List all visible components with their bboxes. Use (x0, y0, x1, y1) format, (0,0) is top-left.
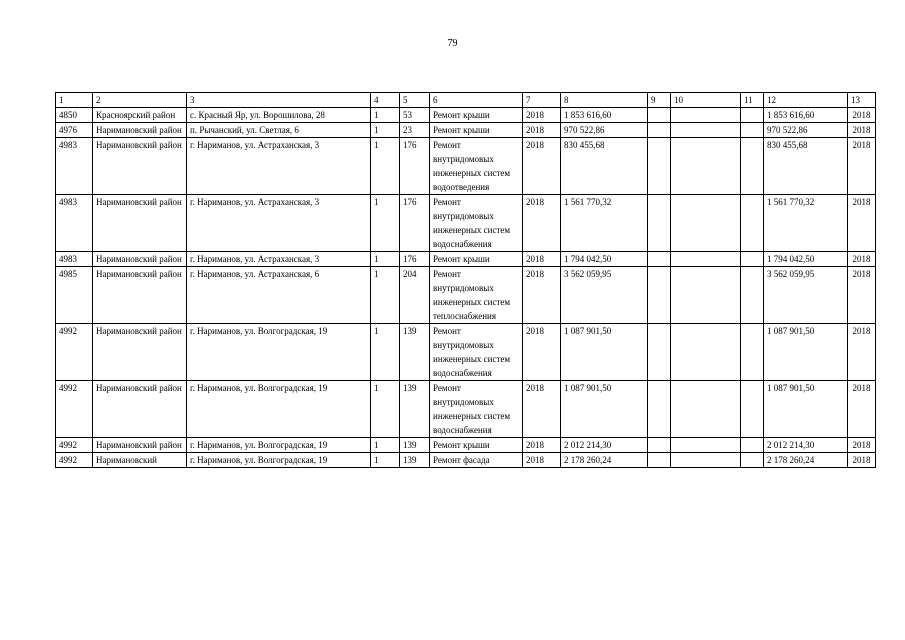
total-cost-cell: 1 561 770,32 (764, 195, 848, 252)
col-9-value-cell (648, 381, 671, 438)
cost-cell: 1 853 616,60 (561, 108, 648, 123)
col-9-value-cell (648, 123, 671, 138)
district-cell: Наримановский район (93, 138, 187, 195)
col-10-value-cell (671, 267, 741, 324)
column-number: 11 (741, 93, 764, 108)
col-5-value-cell: 139 (400, 381, 430, 438)
col-5-value-cell: 204 (400, 267, 430, 324)
work-type-cell: Ремонт фасада (430, 453, 523, 468)
col-5-value-cell: 176 (400, 138, 430, 195)
cost-cell: 1 794 042,50 (561, 252, 648, 267)
district-cell: Красноярский район (93, 108, 187, 123)
repair-registry-table (55, 92, 876, 468)
col-10-value-cell (671, 108, 741, 123)
table-row (56, 438, 876, 453)
completion-year-cell: 2018 (848, 324, 876, 381)
col-11-value-cell (741, 108, 764, 123)
column-number: 4 (371, 93, 400, 108)
cost-cell: 2 178 260,24 (561, 453, 648, 468)
cost-cell: 3 562 059,95 (561, 267, 648, 324)
col-9-value-cell (648, 195, 671, 252)
year-cell: 2018 (523, 267, 561, 324)
col-10-value-cell (671, 381, 741, 438)
year-cell: 2018 (523, 195, 561, 252)
cost-cell: 830 455,68 (561, 138, 648, 195)
table-row (56, 381, 876, 438)
work-type-cell: Ремонт крыши (430, 123, 523, 138)
col-11-value-cell (741, 453, 764, 468)
col-5-value-cell: 23 (400, 123, 430, 138)
col-4-value-cell: 1 (371, 195, 400, 252)
col-10-value-cell (671, 252, 741, 267)
column-number: 10 (671, 93, 741, 108)
total-cost-cell: 1 853 616,60 (764, 108, 848, 123)
record-id-cell: 4983 (56, 138, 93, 195)
col-11-value-cell (741, 123, 764, 138)
record-id-cell: 4983 (56, 252, 93, 267)
table-row (56, 138, 876, 195)
table-row (56, 123, 876, 138)
address-cell: с. Красный Яр, ул. Ворошилова, 28 (187, 108, 371, 123)
column-number: 7 (523, 93, 561, 108)
column-number: 2 (93, 93, 187, 108)
table-row (56, 252, 876, 267)
column-number: 3 (187, 93, 371, 108)
completion-year-cell: 2018 (848, 123, 876, 138)
district-cell: Наримановский район (93, 267, 187, 324)
cost-cell: 1 087 901,50 (561, 381, 648, 438)
col-9-value-cell (648, 324, 671, 381)
work-type-cell: Ремонт внутридомовых инженерных систем водоснабжения (430, 195, 523, 252)
page-number: 79 (447, 38, 458, 49)
column-number-row (56, 93, 876, 108)
total-cost-cell: 2 012 214,30 (764, 438, 848, 453)
col-9-value-cell (648, 453, 671, 468)
col-11-value-cell (741, 381, 764, 438)
address-cell: г. Нариманов, ул. Волгоградская, 19 (187, 324, 371, 381)
total-cost-cell: 2 178 260,24 (764, 453, 848, 468)
col-5-value-cell: 139 (400, 453, 430, 468)
col-10-value-cell (671, 195, 741, 252)
completion-year-cell: 2018 (848, 252, 876, 267)
col-11-value-cell (741, 195, 764, 252)
year-cell: 2018 (523, 438, 561, 453)
col-11-value-cell (741, 267, 764, 324)
col-4-value-cell: 1 (371, 438, 400, 453)
work-type-cell: Ремонт крыши (430, 252, 523, 267)
total-cost-cell: 1 794 042,50 (764, 252, 848, 267)
col-10-value-cell (671, 453, 741, 468)
col-5-value-cell: 139 (400, 438, 430, 453)
table-row (56, 453, 876, 468)
col-10-value-cell (671, 324, 741, 381)
address-cell: г. Нариманов, ул. Астраханская, 3 (187, 252, 371, 267)
address-cell: г. Нариманов, ул. Астраханская, 3 (187, 195, 371, 252)
column-number: 1 (56, 93, 93, 108)
year-cell: 2018 (523, 252, 561, 267)
column-number: 9 (648, 93, 671, 108)
year-cell: 2018 (523, 381, 561, 438)
year-cell: 2018 (523, 324, 561, 381)
district-cell: Наримановский район (93, 438, 187, 453)
work-type-cell: Ремонт внутридомовых инженерных систем водоотведения (430, 138, 523, 195)
completion-year-cell: 2018 (848, 108, 876, 123)
col-11-value-cell (741, 138, 764, 195)
col-11-value-cell (741, 438, 764, 453)
record-id-cell: 4992 (56, 324, 93, 381)
table-row (56, 267, 876, 324)
record-id-cell: 4985 (56, 267, 93, 324)
district-cell: Наримановский район (93, 381, 187, 438)
completion-year-cell: 2018 (848, 438, 876, 453)
col-5-value-cell: 176 (400, 195, 430, 252)
col-10-value-cell (671, 138, 741, 195)
cost-cell: 2 012 214,30 (561, 438, 648, 453)
work-type-cell: Ремонт внутридомовых инженерных систем водоснабжения (430, 324, 523, 381)
cost-cell: 1 087 901,50 (561, 324, 648, 381)
district-cell: Наримановский район (93, 252, 187, 267)
total-cost-cell: 1 087 901,50 (764, 324, 848, 381)
col-5-value-cell: 176 (400, 252, 430, 267)
district-cell: Наримановский район (93, 324, 187, 381)
table-row (56, 195, 876, 252)
col-9-value-cell (648, 438, 671, 453)
total-cost-cell: 970 522,86 (764, 123, 848, 138)
col-9-value-cell (648, 108, 671, 123)
year-cell: 2018 (523, 453, 561, 468)
record-id-cell: 4983 (56, 195, 93, 252)
table-row (56, 324, 876, 381)
col-5-value-cell: 139 (400, 324, 430, 381)
col-11-value-cell (741, 252, 764, 267)
work-type-cell: Ремонт крыши (430, 108, 523, 123)
address-cell: г. Нариманов, ул. Волгоградская, 19 (187, 438, 371, 453)
address-cell: г. Нариманов, ул. Волгоградская, 19 (187, 453, 371, 468)
work-type-cell: Ремонт внутридомовых инженерных систем водоснабжения (430, 381, 523, 438)
year-cell: 2018 (523, 123, 561, 138)
table-body (56, 93, 876, 468)
work-type-cell: Ремонт крыши (430, 438, 523, 453)
completion-year-cell: 2018 (848, 195, 876, 252)
record-id-cell: 4992 (56, 453, 93, 468)
cost-cell: 1 561 770,32 (561, 195, 648, 252)
column-number: 6 (430, 93, 523, 108)
column-number: 8 (561, 93, 648, 108)
year-cell: 2018 (523, 138, 561, 195)
completion-year-cell: 2018 (848, 453, 876, 468)
district-cell: Наримановский район (93, 123, 187, 138)
col-10-value-cell (671, 438, 741, 453)
address-cell: г. Нариманов, ул. Волгоградская, 19 (187, 381, 371, 438)
table-row (56, 108, 876, 123)
total-cost-cell: 1 087 901,50 (764, 381, 848, 438)
col-4-value-cell: 1 (371, 108, 400, 123)
address-cell: п. Рычанский, ул. Светлая, 6 (187, 123, 371, 138)
col-11-value-cell (741, 324, 764, 381)
completion-year-cell: 2018 (848, 267, 876, 324)
year-cell: 2018 (523, 108, 561, 123)
record-id-cell: 4992 (56, 381, 93, 438)
col-4-value-cell: 1 (371, 381, 400, 438)
address-cell: г. Нариманов, ул. Астраханская, 6 (187, 267, 371, 324)
total-cost-cell: 830 455,68 (764, 138, 848, 195)
col-4-value-cell: 1 (371, 267, 400, 324)
col-4-value-cell: 1 (371, 138, 400, 195)
column-number: 13 (848, 93, 876, 108)
record-id-cell: 4992 (56, 438, 93, 453)
col-4-value-cell: 1 (371, 453, 400, 468)
district-cell: Наримановский район (93, 195, 187, 252)
completion-year-cell: 2018 (848, 138, 876, 195)
col-9-value-cell (648, 252, 671, 267)
record-id-cell: 4850 (56, 108, 93, 123)
total-cost-cell: 3 562 059,95 (764, 267, 848, 324)
col-9-value-cell (648, 267, 671, 324)
address-cell: г. Нариманов, ул. Астраханская, 3 (187, 138, 371, 195)
column-number: 12 (764, 93, 848, 108)
record-id-cell: 4976 (56, 123, 93, 138)
col-10-value-cell (671, 123, 741, 138)
work-type-cell: Ремонт внутридомовых инженерных систем теплоснабжения (430, 267, 523, 324)
col-4-value-cell: 1 (371, 252, 400, 267)
col-5-value-cell: 53 (400, 108, 430, 123)
district-cell: Наримановский (93, 453, 187, 468)
col-9-value-cell (648, 138, 671, 195)
col-4-value-cell: 1 (371, 123, 400, 138)
column-number: 5 (400, 93, 430, 108)
cost-cell: 970 522,86 (561, 123, 648, 138)
col-4-value-cell: 1 (371, 324, 400, 381)
completion-year-cell: 2018 (848, 381, 876, 438)
